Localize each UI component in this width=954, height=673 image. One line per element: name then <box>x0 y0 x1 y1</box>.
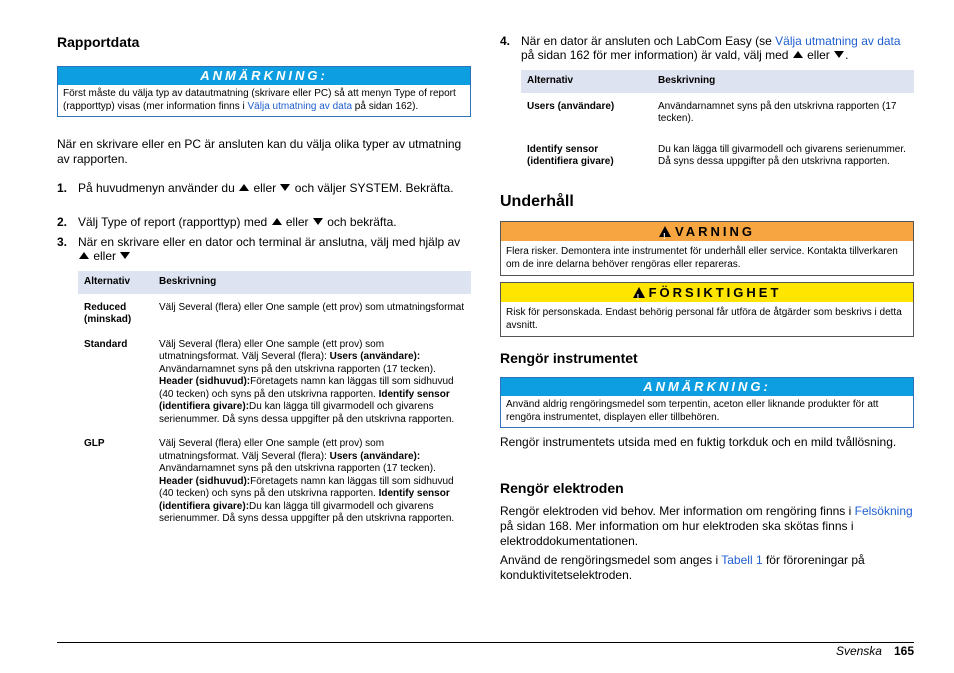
desc-bold: Header (sidhuvud): <box>159 376 251 387</box>
option-name-line: (minskad) <box>84 314 132 325</box>
intro-paragraph: När en skrivare eller en PC är ansluten kan du välja olika typer av utmatning av rapporten. <box>57 137 462 166</box>
table-header-row <box>78 271 471 294</box>
desc-part: Företagets namn kan läggas till som sidhuvud (40 tecken) och syns på den utskrivna rapporten. <box>159 376 454 400</box>
option-description: Välj Several (flera) eller One sample (ett prov) som utmatningsformat <box>159 301 465 313</box>
arrow-up-icon <box>793 51 803 58</box>
step-text-part: eller <box>250 181 280 195</box>
note-title: ANMÄRKNING: <box>501 378 913 396</box>
step-number: 1. <box>57 181 68 195</box>
table-header-alternativ: Alternativ <box>78 271 153 294</box>
desc-part: Användarnamnet syns på den utskrivna rapporten (17 tecken). <box>159 363 436 375</box>
note-text <box>58 85 470 116</box>
desc-bold: Identify sensor (identifiera givare): <box>159 388 450 412</box>
heading-underhall: Underhåll <box>500 193 574 210</box>
table-row <box>521 93 914 130</box>
step-text-part: eller <box>803 48 834 62</box>
option-name: Users (användare) <box>527 100 615 112</box>
para-part: på sidan 168. Mer information om hur elektroden ska skötas finns i elektroddokumentationen. <box>500 519 854 548</box>
option-description <box>153 430 471 530</box>
step-text-part: När en dator är ansluten och LabCom Easy (se <box>521 34 776 48</box>
table-row <box>521 130 914 173</box>
table-header-beskrivning: Beskrivning <box>652 70 914 93</box>
warning-title: VARNING <box>675 224 755 239</box>
table-row <box>78 331 471 431</box>
step-text <box>78 235 471 263</box>
option-description <box>153 331 471 431</box>
desc-bold: Header (sidhuvud): <box>159 475 251 487</box>
report-options-table <box>78 271 471 530</box>
clean-electrode-paragraph-1 <box>500 504 914 549</box>
arrow-down-icon <box>834 51 844 58</box>
arrow-down-icon <box>120 252 130 259</box>
para-part: för föroreningar på konduktivitetselektroden. <box>500 553 865 582</box>
note-text: Använd aldrig rengöringsmedel som terpentin, aceton eller liknande produkter för att rengöra instrumentet, displayen eller tillbehören. <box>506 399 879 423</box>
note-text-part: Först måste du välja typ av datautmatning (skrivare eller PC) så att menyn Type of report (rapporttyp) visas (mer information finns i <box>63 88 456 112</box>
link-felsokning[interactable]: Felsökning <box>854 504 913 518</box>
arrow-up-icon <box>239 184 249 191</box>
table-header-beskrivning: Beskrivning <box>153 271 471 294</box>
step-text <box>78 181 471 195</box>
table-row <box>78 294 471 331</box>
caution-header <box>501 283 913 302</box>
clean-electrode-paragraph-2 <box>500 553 914 583</box>
option-name: Standard <box>84 338 128 350</box>
step-2 <box>57 215 471 229</box>
para-part: Rengör elektroden vid behov. Mer information om rengöring finns i <box>500 504 855 518</box>
heading-rapportdata: Rapportdata <box>57 34 140 50</box>
step-text-part: . <box>845 48 849 62</box>
desc-bold: Users (användare): <box>329 450 421 462</box>
page-footer <box>836 643 914 659</box>
option-name-line: Identify sensor <box>527 143 599 155</box>
arrow-down-icon <box>313 218 323 225</box>
step-text-part: När en skrivare eller en dator och terminal är anslutna, välj med hjälp av <box>78 235 461 249</box>
desc-bold: Identify sensor (identifiera givare): <box>159 488 450 512</box>
step-text-part: och väljer SYSTEM. Bekräfta. <box>291 181 454 195</box>
warning-text: Flera risker. Demontera inte instrumentet för underhåll eller service. Kontakta tillverkaren om de inre delarna behöver rengöras eller repareras. <box>506 246 898 270</box>
step-1 <box>57 181 471 195</box>
step-number: 4. <box>500 34 511 48</box>
note-text-part: på sidan 162). <box>352 101 419 112</box>
caution-title: FÖRSIKTIGHET <box>648 285 782 300</box>
desc-part: Du kan lägga till givarmodell och givarens serienummer. Då syns dessa uppgifter på den utskrivna rapporten. <box>159 401 455 425</box>
option-name <box>521 130 652 173</box>
heading-rengor-elektroden: Rengör elektroden <box>500 480 624 496</box>
labcom-options-table <box>521 70 914 173</box>
step-text-part: Välj Type of report (rapporttyp) med <box>78 215 271 229</box>
footer-language: Svenska <box>835 644 882 658</box>
option-description: Användarnamnet syns på den utskrivna rapporten (17 tecken). <box>658 100 897 124</box>
caution-box <box>500 282 914 337</box>
step-text <box>521 34 914 62</box>
desc-part: Användarnamnet syns på den utskrivna rapporten (17 tecken). <box>159 463 436 474</box>
step-text-part: eller <box>90 249 120 263</box>
step-text-part: eller <box>282 215 312 229</box>
warning-header <box>501 222 913 241</box>
table-row <box>78 430 471 530</box>
note-title: ANMÄRKNING: <box>58 67 470 85</box>
note-box-cleaning <box>500 377 914 428</box>
step-4 <box>500 34 914 62</box>
note-box-report <box>57 66 471 117</box>
link-tabell-1[interactable]: Tabell 1 <box>721 553 763 567</box>
arrow-up-icon <box>272 218 282 225</box>
desc-bold: Users (användare): <box>329 351 421 362</box>
step-number: 2. <box>57 215 68 229</box>
table-header-row <box>521 70 914 93</box>
link-valja-utmatning[interactable]: Välja utmatning av data <box>775 34 901 48</box>
arrow-down-icon <box>280 184 290 191</box>
step-number: 3. <box>57 235 68 249</box>
step-text-part: på sidan 162 för mer information) är vald, välj med <box>521 48 792 62</box>
option-name <box>78 294 153 331</box>
option-name: GLP <box>84 438 105 449</box>
desc-part: Du kan lägga till givarmodell och givarens serienummer. Då syns dessa uppgifter på den utskrivna rapporten. <box>159 500 455 524</box>
clean-instrument-paragraph: Rengör instrumentets utsida med en fuktig torkduk och en mild tvållösning. <box>500 435 897 449</box>
footer-divider <box>57 642 914 643</box>
para-part: Använd de rengöringsmedel som anges i <box>500 553 722 567</box>
link-valja-utmatning[interactable]: Välja utmatning av data <box>247 101 353 112</box>
step-text-part: På huvudmenyn använder du <box>78 181 239 195</box>
arrow-up-icon <box>79 252 89 259</box>
heading-rengor-instrumentet: Rengör instrumentet <box>500 350 638 366</box>
caution-text: Risk för personskada. Endast behörig personal får utföra de åtgärder som beskrivs i detta avsnitt. <box>506 307 902 331</box>
warning-triangle-icon <box>659 226 671 237</box>
option-name-line: Reduced <box>84 301 127 313</box>
warning-box <box>500 221 914 276</box>
step-3 <box>57 235 471 263</box>
step-text <box>78 215 471 229</box>
option-description: Du kan lägga till givarmodell och givarens serienummer. Då syns dessa uppgifter på den utskrivna rapporten. <box>658 143 906 167</box>
footer-page-number: 165 <box>893 644 914 658</box>
step-text-part: och bekräfta. <box>323 215 397 229</box>
desc-part: Välj Several (flera) eller One sample (ett prov) som utmatningsformat. Välj Several (flera): <box>159 338 385 362</box>
desc-part: Företagets namn kan läggas till som sidhuvud (40 tecken) och syns på den utskrivna rapporten. <box>159 475 454 499</box>
desc-part: Välj Several (flera) eller One sample (ett prov) som utmatningsformat. Välj Several (flera): <box>159 438 385 462</box>
warning-triangle-icon <box>633 287 645 298</box>
option-name-line: (identifiera givare) <box>527 156 614 167</box>
table-header-alternativ: Alternativ <box>521 70 652 93</box>
